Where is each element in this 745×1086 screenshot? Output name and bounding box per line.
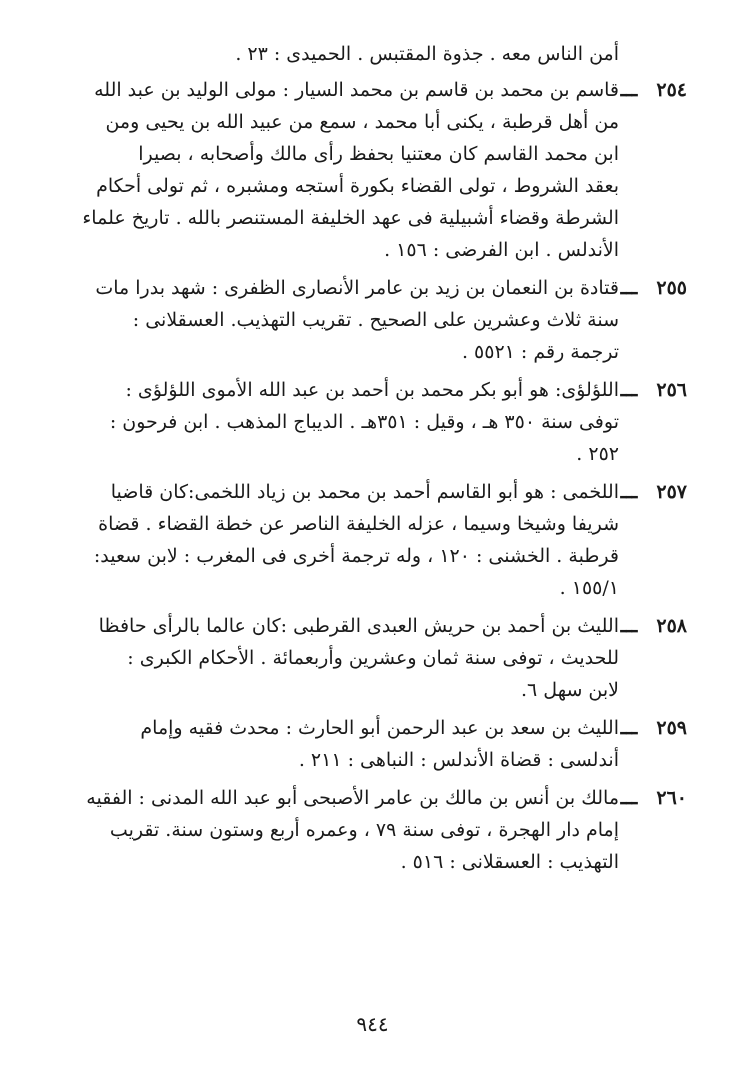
entry-line: توفى سنة ٣٥٠ هـ ، وقيل : ٣٥١هـ . الديباج المذهب . ابن فرحون : [109, 411, 619, 433]
entry-line: قرطبة . الخشنى : ١٢٠ ، وله ترجمة أخرى فى المغرب : لابن سعيد: [93, 545, 619, 567]
entry-text [57, 782, 619, 878]
entry-text [57, 74, 619, 266]
entry-text [57, 272, 619, 368]
entry-line: ابن محمد القاسم كان معتنيا بحفظ رأى مالك وأصحابه ، بصيرا [138, 143, 619, 165]
entry-line: بعقد الشروط ، تولى القضاء بكورة أستجه ومشبره ، ثم تولى أحكام [96, 175, 619, 197]
entry-line: ١٥٥/١ . [559, 577, 619, 599]
entry-dash: ـــ [620, 787, 638, 809]
entry-line: شريفا وشيخا وسيما ، عزله الخليفة الناصر عن خطة القضاء . قضاة [98, 513, 619, 535]
entry-line: إمام دار الهجرة ، توفى سنة ٧٩ ، وعمره أربع وستون سنة. تقريب [109, 819, 619, 841]
entry-text [57, 610, 619, 706]
entry-1 [57, 74, 687, 266]
entry-5 [57, 610, 687, 706]
entry-number: ٢٥٩ [656, 717, 687, 739]
entry-line: الأندلس . ابن الفرضى : ١٥٦ . [384, 239, 619, 261]
entry-dash: ـــ [620, 615, 638, 637]
entry-line: الليث بن أحمد بن حريش العبدى القرطبى :كان عالما بالرأى حافظا [98, 615, 619, 637]
entry-line: التهذيب : العسقلانى : ٥١٦ . [400, 851, 619, 873]
entry-line: من أهل قرطبة ، يكنى أبا محمد ، سمع من عبيد الله بن يحيى ومن [105, 111, 619, 133]
entries-list [57, 74, 687, 878]
entry-line: الليث بن سعد بن عبد الرحمن أبو الحارث : محدث فقيه وإمام [140, 717, 619, 739]
entry-2 [57, 272, 687, 368]
entry-number: ٢٥٧ [656, 481, 687, 503]
entry-line: اللخمى : هو أبو القاسم أحمد بن محمد بن زياد اللخمى:كان قاضيا [110, 481, 619, 503]
entry-dash: ـــ [620, 481, 638, 503]
entry-number: ٢٥٨ [656, 615, 687, 637]
entry-3 [57, 374, 687, 470]
entry-line: اللؤلؤى: هو أبو بكر محمد بن أحمد بن عبد الله الأموى اللؤلؤى : [125, 379, 619, 401]
page-number: ٩٤٤ [356, 1012, 389, 1036]
entry-number: ٢٦٠ [656, 787, 687, 809]
entry-dash: ـــ [620, 79, 638, 101]
entry-number: ٢٥٥ [656, 277, 687, 299]
entry-line: للحديث ، توفى سنة ثمان وعشرين وأربعمائة . الأحكام الكبرى : [127, 647, 619, 669]
entry-line: سنة ثلاث وعشرين على الصحيح . تقريب التهذيب. العسقلانى : [132, 309, 619, 331]
entry-text [57, 374, 619, 470]
entry-6 [57, 712, 687, 776]
entry-line: مالك بن أنس بن مالك بن عامر الأصبحى أبو عبد الله المدنى : الفقيه [86, 787, 619, 809]
entry-line: أندلسى : قضاة الأندلس : النباهى : ٢١١ . [298, 749, 619, 771]
entry-line: لابن سهل ٦. [521, 679, 619, 701]
entry-number: ٢٥٦ [656, 379, 687, 401]
page-body [57, 38, 687, 884]
intro-line: أمن الناس معه . جذوة المقتبس . الحميدى : ٢٣ . [235, 43, 619, 65]
entry-text [57, 712, 619, 776]
entry-dash: ـــ [620, 717, 638, 739]
entry-line: قتادة بن النعمان بن زيد بن عامر الأنصارى الظفرى : شهد بدرا مات [95, 277, 619, 299]
entry-line: قاسم بن محمد بن قاسم بن محمد السيار : مولى الوليد بن عبد الله [94, 79, 619, 101]
entry-text [57, 476, 619, 604]
entry-line: الشرطة وقضاء أشبيلية فى عهد الخليفة المستنصر بالله . تاريخ علماء [82, 207, 619, 229]
entry-dash: ـــ [620, 277, 638, 299]
entry-dash: ـــ [620, 379, 638, 401]
entry-7 [57, 782, 687, 878]
entry-line: ٢٥٢ . [576, 443, 619, 465]
entry-number: ٢٥٤ [656, 79, 687, 101]
entry-line: ترجمة رقم : ٥٥٢١ . [461, 341, 619, 363]
entry-4 [57, 476, 687, 604]
